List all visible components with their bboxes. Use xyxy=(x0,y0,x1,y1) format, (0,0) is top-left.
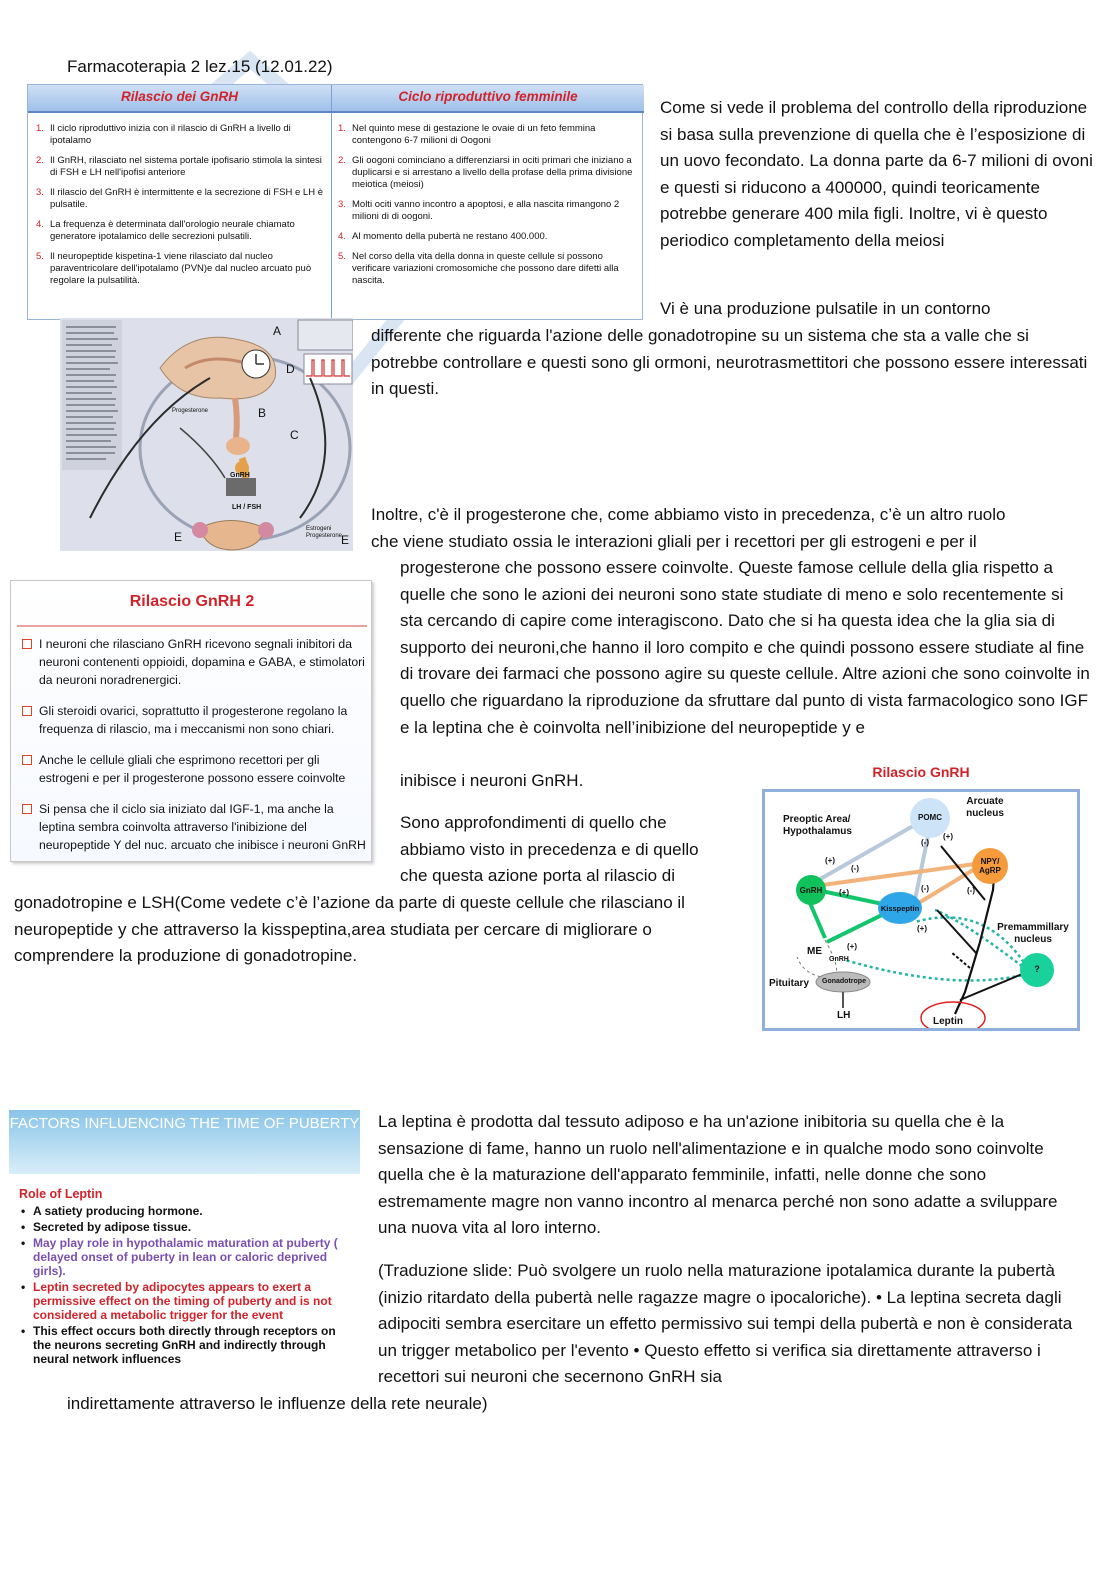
paragraph-6: (Traduzione slide: Può svolgere un ruolo nella maturazione ipotalamica durante la pubertà (inizio ritardato della pubertà nelle ragazze magre o ipocaloriche). • La leptina secreta dagli adipociti sembra esercitare un effetto permissivo sui tempi della pubertà e non è considerata un trigger metabolico per l'evento • Questo effetto si verifica sia direttamente attraverso i recettori sui neuroni che secernono GnRH sia xyxy=(378,1261,1073,1387)
list-item: 1. Il ciclo riproduttivo inizia con il rilascio di GnRH a livello di ipotalamo xyxy=(36,123,291,146)
slide1-right-list xyxy=(336,123,638,295)
slide-rilascio-gnrh-2 xyxy=(10,580,372,862)
diagram-sign: (-) xyxy=(921,838,929,847)
slide3-banner: FACTORS INFLUENCING THE TIME OF PUBERTY xyxy=(9,1110,360,1174)
diagram-me-label: ME xyxy=(807,946,822,957)
diagram-pomc-node: POMC xyxy=(918,813,942,822)
figure-label-d: D xyxy=(286,362,295,376)
diagram-gnrh-node: GnRH xyxy=(799,886,823,895)
paragraph-2-first-line: Vi è una produzione pulsatile in un contorno xyxy=(660,299,991,318)
list-item: I neuroni che rilasciano GnRH ricevono segnali inibitori da neuroni contenenti oppioidi, dopamina e GABA, e stimolatori da neuroni noradrenergici. xyxy=(21,635,367,689)
diagram-sign: (-) xyxy=(921,884,929,893)
paragraph-4-line-3: che questa azione porta al rilascio di xyxy=(400,866,675,885)
figure-label-lhfsh: LH / FSH xyxy=(232,504,262,511)
list-item: 5. Il neuropeptide kispetina-1 viene rilasciato dal nucleo paraventricolare dell'ipotalamo (PVN)e dal nucleo arcuato può regolare la pulsatilità. xyxy=(36,251,312,286)
diagram-npy-node: NPY/ AgRP xyxy=(979,857,1001,875)
diagram-sign: (+) xyxy=(917,924,927,933)
reproductive-axis-figure xyxy=(60,318,353,551)
page-title: Farmacoterapia 2 lez.15 (12.01.22) xyxy=(67,57,333,76)
diagram-gnrh-small-label: GnRH xyxy=(829,956,849,963)
paragraph-3-line-2: che viene studiato ossia le interazioni gliali per i recettori per gli estrogeni e per il xyxy=(371,532,977,551)
diagram-lh-label: LH xyxy=(837,1010,851,1021)
list-item: • Leptin secreted by adipocytes appears to exert a permissive effect on the timing of puberty and is not considered a metabolic trigger for the event xyxy=(19,1280,357,1322)
figure-label-a: A xyxy=(273,324,282,338)
slide1-right-title: Ciclo riproduttivo femminile xyxy=(398,89,578,104)
diagram-sign: (-) xyxy=(851,864,859,873)
slide-factors-puberty xyxy=(9,1110,360,1380)
diagram-kisspeptin-node: Kisspeptin xyxy=(880,904,920,913)
list-item: • Secreted by adipose tissue. xyxy=(19,1220,357,1234)
list-item: 4. La frequenza è determinata dall'orologio neurale chiamato generatore ipotalamico delle secrezioni pulsatili. xyxy=(36,219,295,242)
list-item: 3. Il rilascio del GnRH è intermittente e la secrezione di FSH e LH è pulsatile. xyxy=(36,187,323,210)
paragraph-2: differente che riguarda l'azione delle gonadotropine su un sistema che sta a valle che si potrebbe controllare e questi sono gli ormoni, neurotrasmettitori che possono essere interessati in questi. xyxy=(371,326,1088,399)
figure-label-b: B xyxy=(258,406,267,420)
slide3-heading: Role of Leptin xyxy=(19,1187,103,1201)
paragraph-5: La leptina è prodotta dal tessuto adiposo e ha un'azione inibitoria su quella che è la sensazione di fame, hanno un ruolo nell'alimentazione e in qualche modo sono coinvolte quella che è la maturazione dell'apparato femminile, infatti, nelle donne che sono estremamente magre non vanno incontro al menarca perché non sono adatte a sviluppare una nuova vita al loro interno. xyxy=(378,1112,1058,1238)
slide-rilascio-ciclo xyxy=(27,84,643,320)
diagram-pituitary-label: Pituitary xyxy=(769,978,810,989)
paragraph-4-line-1: Sono approfondimenti di quello che xyxy=(400,813,667,832)
diagram-sign: (+) xyxy=(839,888,849,897)
diagram-arcuate-label: Arcuate nucleus xyxy=(966,796,1004,819)
diagram-sign: (+) xyxy=(943,832,953,841)
diagram-title: Rilascio GnRH xyxy=(872,764,970,780)
list-item: 1. Nel quinto mese di gestazione le ovaie di un feto femmina contengono 6-7 milioni di Oogoni xyxy=(338,123,596,146)
slide2-title: Rilascio GnRH 2 xyxy=(129,593,255,610)
paragraph-1: Come si vede il problema del controllo della riproduzione si basa sulla prevenzione di quella che è l’esposizione di un uovo fecondato. La donna parte da 6-7 milioni di ovoni e questi si riducono a 400000, quindi teoricamente potrebbe generare 400 mila figli. Inoltre, vi è questo periodico completamento della meiosi xyxy=(660,98,1093,250)
figure-label-e-right: E xyxy=(341,533,350,547)
list-item: 2. Il GnRH, rilasciato nel sistema portale ipofisario stimola la sintesi di FSH e LH nell'ipofisi anteriore xyxy=(36,155,322,178)
diagram-sign: (-) xyxy=(967,886,975,895)
paragraph-3-last-line: inibisce i neuroni GnRH. xyxy=(400,771,584,790)
figure-label-estrogeni: Estrogeni Progesterone xyxy=(306,526,343,539)
list-item: 3. Molti ociti vanno incontro a apoptosi, e alla nascita rimangono 2 milioni di di oogoni. xyxy=(338,199,620,222)
paragraph-4-line-2: abbiamo visto in precedenza e di quello xyxy=(400,840,699,859)
figure-label-progesterone: Progesterone xyxy=(172,408,209,414)
diagram-leptin-node: Leptin xyxy=(933,1016,963,1027)
diagram-preoptic-label: Preoptic Area/ Hypothalamus xyxy=(783,814,852,837)
figure-label-e-left: E xyxy=(174,530,183,544)
list-item: 2. Gli oogoni cominciano a differenziarsi in ociti primari che iniziano a duplicarsi e si arrestano a livello della profase della prima divisione meiotica (meiosi) xyxy=(338,155,633,190)
diagram-sign: (+) xyxy=(825,856,835,865)
slide1-left-title: Rilascio dei GnRH xyxy=(120,89,239,104)
list-item: 5. Nel corso della vita della donna in queste cellule si possono verificare variazioni cromosomiche che possono dare difetti alla nascita. xyxy=(338,251,619,286)
slide3-list xyxy=(19,1204,357,1368)
figure-label-c: C xyxy=(290,428,299,442)
list-item: Si pensa che il ciclo sia iniziato dal IGF-1, ma anche la leptina sembra coinvolta attraverso l'inibizione del neuropeptide Y del nuc. arcuato che inibisce i neuroni GnRH xyxy=(21,800,367,854)
list-item: Gli steroidi ovarici, soprattutto il progesterone regolano la frequenza di rilascio, ma i meccanismi non sono chiari. xyxy=(21,702,367,738)
paragraph-3-line-1: Inoltre, c'è il progesterone che, come abbiamo visto in precedenza, c’è un altro ruolo xyxy=(371,505,1006,524)
paragraph-4: gonadotropine e LSH(Come vedete c’è l’azione da parte di queste cellule che rilasciano il neuropeptide y che attraverso la kisspeptina,area studiata per cercare di migliorare o comprendere la produzione di gonadotropine. xyxy=(14,893,685,966)
diagram-premammillary-label: Premammillary nucleus xyxy=(997,922,1069,945)
list-item: 4. Al momento della pubertà ne restano 400.000. xyxy=(338,231,548,242)
slide1-left-list xyxy=(34,123,324,295)
gnrh-release-diagram xyxy=(762,789,1080,1031)
axis-figure-svg xyxy=(60,318,353,551)
diagram-sign: (+) xyxy=(847,942,857,951)
list-item: • A satiety producing hormone. xyxy=(19,1204,357,1218)
slide2-list xyxy=(21,635,367,867)
diagram-gonadotrope-node: Gonadotrope xyxy=(822,978,866,985)
diagram-question-node: ? xyxy=(1034,964,1040,974)
list-item: Anche le cellule gliali che esprimono recettori per gli estrogeni e per il progesterone possono essere coinvolte xyxy=(21,751,367,787)
paragraph-6-last-line: indirettamente attraverso le influenze della rete neurale) xyxy=(67,1394,488,1413)
figure-label-gnrh: GnRH xyxy=(230,472,250,479)
paragraph-3: progesterone che possono essere coinvolte. Queste famose cellule della glia rispetto a quelle che sono le azioni dei neuroni sono state studiate di meno e solo recentemente si sta cercando di capire come interagiscono. Dato che si ha questa idea che la glia sia di supporto dei neuroni,che hanno il loro compito e che quindi possono essere studiate al fine di trovare dei farmaci che possono agire su queste cellule. Altre azioni che sono coinvolte in quello che riguardano la riproduzione da sfruttare dal punto di vista farmacologico sono IGF e la leptina che è coinvolta nell’inibizione del neuropeptide y e xyxy=(400,558,1090,737)
list-item: • May play role in hypothalamic maturation at puberty ( delayed onset of puberty in lean or caloric deprived girls). xyxy=(19,1236,357,1278)
list-item: • This effect occurs both directly through receptors on the neurons secreting GnRH and indirectly through neural network influences xyxy=(19,1324,357,1366)
